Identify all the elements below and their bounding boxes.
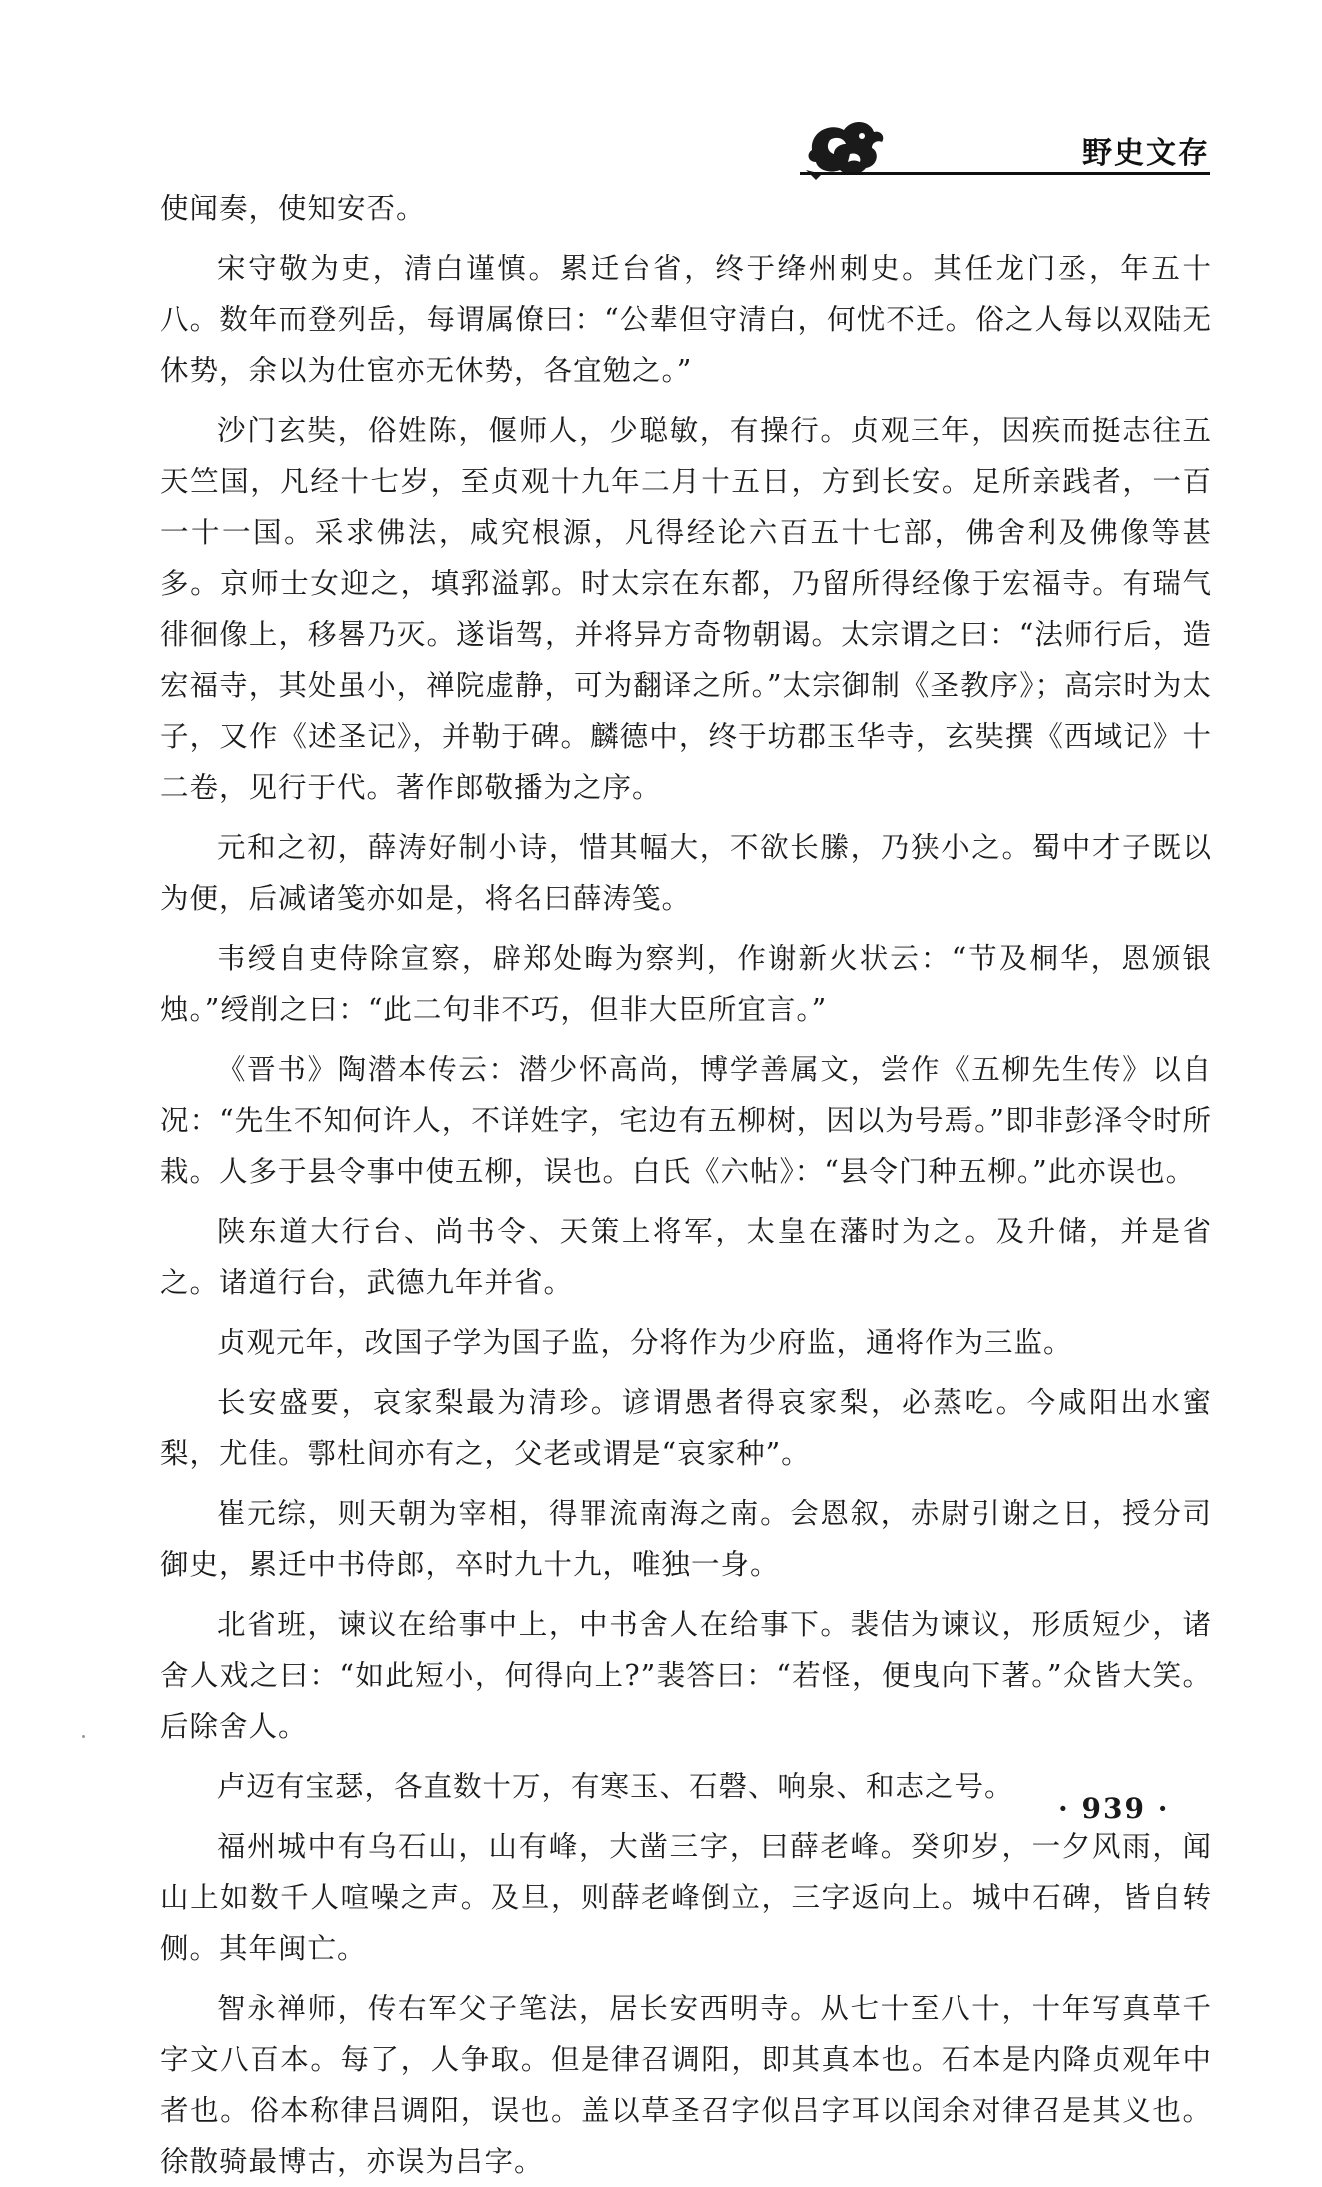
paragraph: 陕东道大行台、尚书令、天策上将军，太皇在藩时为之。及升储，并是省之。诸道行台，武德九年并省。 (160, 1215, 1212, 1299)
paragraph: 北省班，谏议在给事中上，中书舍人在给事下。裴佶为谏议，形质短少，诸舍人戏之曰：“如此短小，何得向上?”裴答曰：“若怪，便曳向下著。”众皆大笑。后除舍人。 (160, 1608, 1212, 1743)
paragraph: 使闻奏，使知安否。 (160, 192, 426, 225)
paragraph: 沙门玄奘，俗姓陈，偃师人，少聪敏，有操行。贞观三年，因疾而挺志往五天竺国，凡经十七岁，至贞观十九年二月十五日，方到长安。足所亲践者，一百一十一国。采求佛法，咸究根源，凡得经论六百五十七部，佛舍利及佛像等甚多。京师士女迎之，填郛溢郭。时太宗在东都，乃留所得经像于宏福寺。有瑞气徘徊像上，移晷乃灭。遂诣驾，并将异方奇物朝谒。太宗谓之曰：“法师行后，造宏福寺，其处虽小，禅院虚静，可为翻译之所。”太宗御制《圣教序》；高宗时为太子，又作《述圣记》，并勒于碑。麟德中，终于坊郡玉华寺，玄奘撰《西域记》十二卷，见行于代。著作郎敬播为之序。 (160, 414, 1212, 804)
article-body (160, 183, 1212, 2187)
paragraph: 长安盛要，哀家梨最为清珍。谚谓愚者得哀家梨，必蒸吃。今咸阳出水蜜梨，尤佳。鄠杜间亦有之，父老或谓是“哀家种”。 (160, 1386, 1212, 1470)
margin-speck (82, 1735, 85, 1738)
paragraph: 崔元综，则天朝为宰相，得罪流南海之南。会恩叙，赤尉引谢之日，授分司御史，累迁中书侍郎，卒时九十九，唯独一身。 (160, 1497, 1212, 1581)
paragraph: 《晋书》陶潜本传云：潜少怀高尚，博学善属文，尝作《五柳先生传》以自况：“先生不知何许人，不详姓字，宅边有五柳树，因以为号焉。”即非彭泽令时所栽。人多于县令事中使五柳，误也。白氏《六帖》：“县令门种五柳。”此亦误也。 (160, 1053, 1212, 1188)
header-rule (800, 172, 1210, 175)
paragraph: 福州城中有乌石山，山有峰，大凿三字，曰薛老峰。癸卯岁，一夕风雨，闻山上如数千人喧噪之声。及旦，则薛老峰倒立，三字返向上。城中石碑，皆自转侧。其年闽亡。 (160, 1830, 1212, 1965)
paragraph: 韦绶自吏侍除宣察，辟郑处晦为察判，作谢新火状云：“节及桐华，恩颁银烛。”绶削之曰：“此二句非不巧，但非大臣所宜言。” (160, 942, 1212, 1026)
paragraph: 智永禅师，传右军父子笔法，居长安西明寺。从七十至八十，十年写真草千字文八百本。每了，人争取。但是律召调阳，即其真本也。石本是内降贞观年中者也。俗本称律吕调阳，误也。盖以草圣召字似吕字耳以闰余对律召是其义也。徐散骑最博古，亦误为吕字。 (160, 1992, 1212, 2178)
page-number: · 939 · (1058, 1792, 1170, 1825)
paragraph: 元和之初，薛涛好制小诗，惜其幅大，不欲长縢，乃狭小之。蜀中才子既以为便，后减诸笺亦如是，将名曰薛涛笺。 (160, 831, 1212, 915)
paragraph: 卢迈有宝瑟，各直数十万，有寒玉、石磬、响泉、和志之号。 (217, 1770, 1014, 1803)
paragraph: 宋守敬为吏，清白谨慎。累迁台省，终于绛州刺史。其任龙门丞，年五十八。数年而登列岳，每谓属僚曰：“公辈但守清白，何忧不迁。俗之人每以双陆无休势，余以为仕宦亦无休势，各宜勉之。” (160, 252, 1212, 387)
paragraph: 贞观元年，改国子学为国子监，分将作为少府监，通将作为三监。 (217, 1326, 1073, 1359)
series-title: 野史文存 (1082, 136, 1210, 171)
